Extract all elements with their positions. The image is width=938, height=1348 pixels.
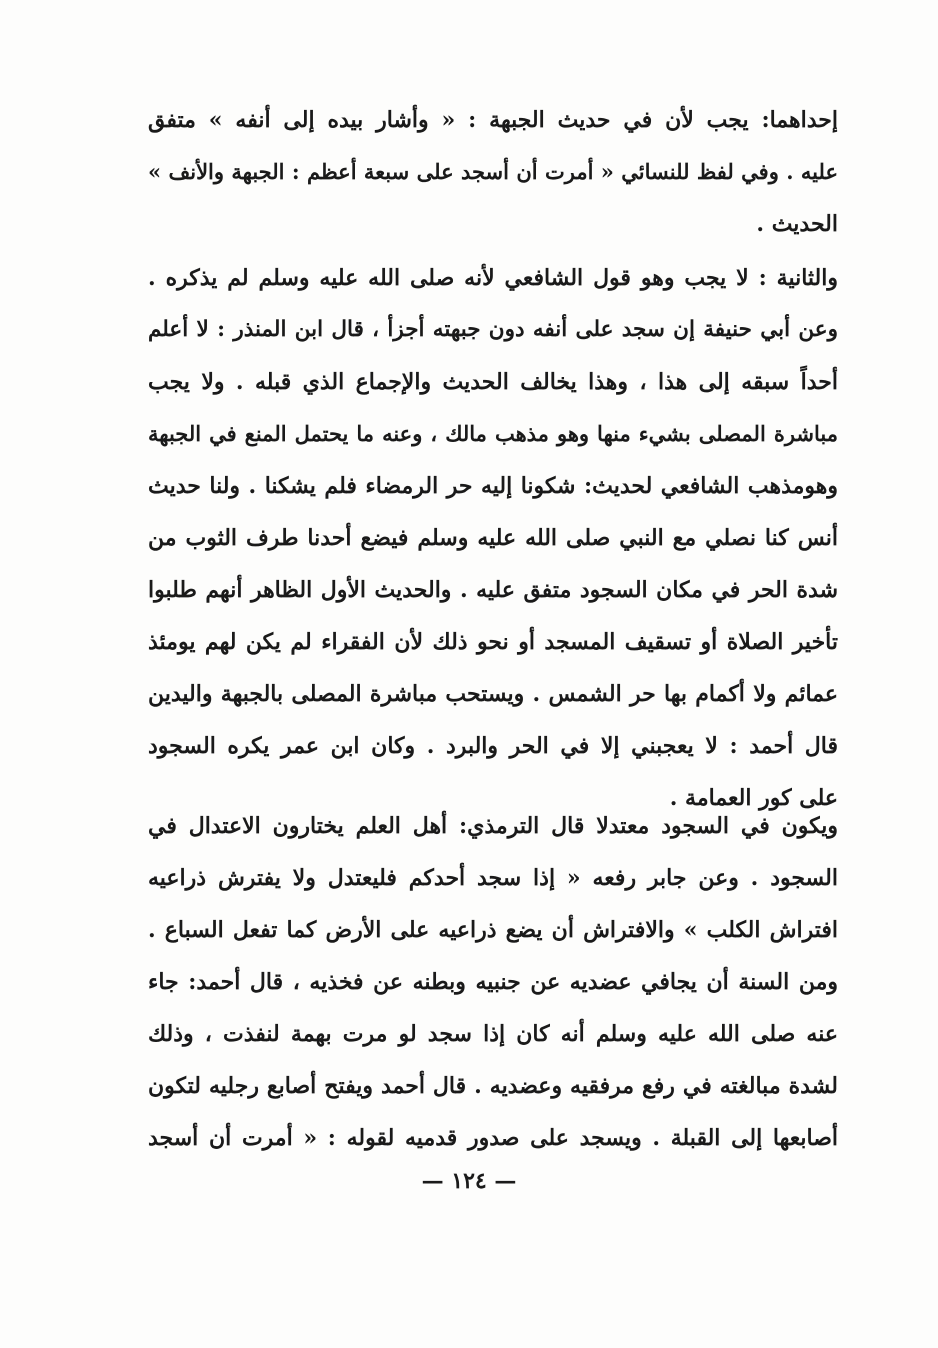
text-line: وهومذهب الشافعي لحديث: شكونا إليه حر الرمضاء فلم يشكنا . ولنا حديث — [148, 473, 838, 499]
text-line: والثانية : لا يجب وهو قول الشافعي لأنه صلى الله عليه وسلم لم يذكره . — [148, 265, 838, 291]
text-line: عمائم ولا أكمام بها حر الشمس . ويستحب مباشرة المصلى بالجبهة واليدين — [148, 681, 838, 707]
text-line: ويكون في السجود معتدلا قال الترمذي: أهل العلم يختارون الاعتدال في — [148, 813, 838, 839]
paragraph-1 — [148, 94, 838, 250]
text-line: عليه . وفي لفظ للنسائي « أمرت أن أسجد على سبعة أعظم : الجبهة والأنف » — [148, 159, 838, 184]
text-line: شدة الحر في مكان السجود متفق عليه . والحديث الأول الظاهر أنهم طلبوا — [148, 577, 838, 603]
paragraph-3 — [148, 800, 838, 1164]
text-line: على كور العمامة . — [669, 785, 838, 811]
text-line: أصابعها إلى القبلة . ويسجد على صدور قدميه لقوله : « أمرت أن أسجد — [148, 1125, 838, 1151]
text-line: ومن السنة أن يجافي عضديه عن جنبيه وبطنه عن فخذيه ، قال أحمد: جاء — [148, 969, 838, 995]
text-line: الحديث . — [756, 211, 838, 237]
text-line: قال أحمد : لا يعجبني إلا في الحر والبرد . وكان ابن عمر يكره السجود — [148, 733, 838, 759]
text-line: افتراش الكلب » والافتراش أن يضع ذراعيه على الأرض كما تفعل السباع . — [148, 917, 838, 943]
text-line: لشدة مبالغته في رفع مرفقيه وعضديه . قال أحمد ويفتح أصابع رجليه لتكون — [148, 1073, 838, 1099]
text-line: تأخير الصلاة أو تسقيف المسجد أو نحو ذلك لأن الفقراء لم يكن لهم يومئذ — [148, 629, 838, 655]
text-line: مباشرة المصلى بشيء منها وهو مذهب مالك ، وعنه ما يحتمل المنع في الجبهة — [148, 421, 838, 446]
text-line: عنه صلى الله عليه وسلم أنه كان إذا سجد لو مرت بهمة لنفذت ، وذلك — [148, 1021, 838, 1047]
text-line: إحداهما: يجب لأن في حديث الجبهة : « وأشار بيده إلى أنفه » متفق — [148, 107, 838, 133]
text-line: وعن أبي حنيفة إن سجد على أنفه دون جبهته أجزأ ، قال ابن المنذر : لا أعلم — [148, 317, 838, 342]
paragraph-2 — [148, 252, 838, 824]
text-line: أنس كنا نصلي مع النبي صلى الله عليه وسلم فيضع أحدنا طرف الثوب من — [148, 525, 838, 551]
text-line: أحداً سبقه إلى هذا ، وهذا يخالف الحديث والإجماع الذي قبله . ولا يجب — [148, 369, 838, 395]
page-number: — ١٢٤ — — [421, 1168, 517, 1194]
text-line: السجود . وعن جابر رفعه « إذا سجد أحدكم فليعتدل ولا يفترش ذراعيه — [148, 865, 838, 891]
